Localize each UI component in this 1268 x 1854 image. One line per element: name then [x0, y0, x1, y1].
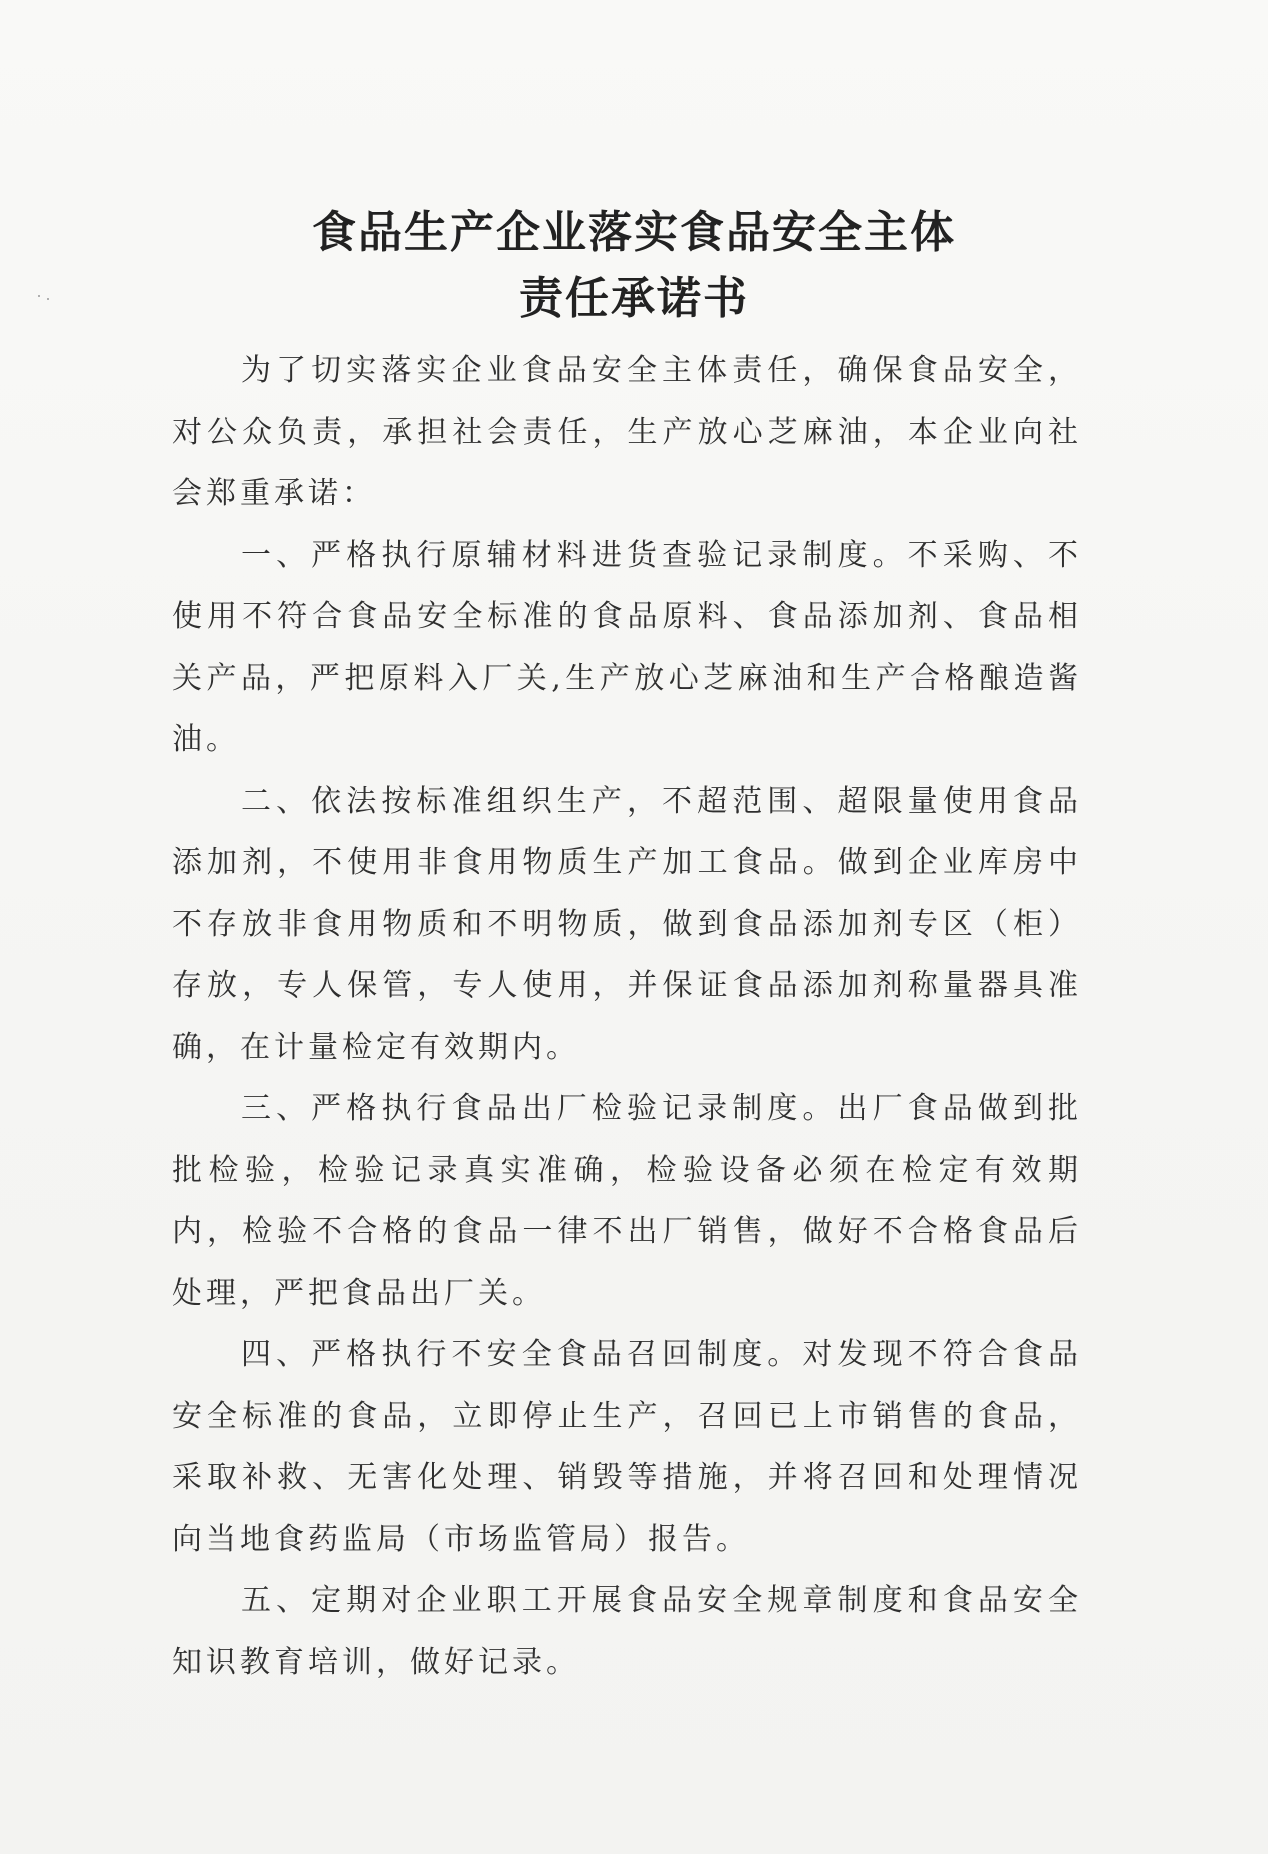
paragraph-item-4: 四、严格执行不安全食品召回制度。对发现不符合食品安全标准的食品，立即停止生产，召回已上市销售的食品，采取补救、无害化处理、销毁等措施，并将召回和处理情况向当地食药监局（市场监管局）报告。: [172, 1337, 1082, 1557]
title-line-2: 责任承诺书: [519, 273, 749, 324]
paragraph-intro: 为了切实落实企业食品安全主体责任，确保食品安全，对公众负责，承担社会责任，生产放心芝麻油，本企业向社会郑重承诺：: [172, 353, 1082, 511]
document-body: [172, 340, 1082, 1693]
title-line-1: 食品生产企业落实食品安全主体: [312, 207, 956, 258]
paragraph-item-1: 一、严格执行原辅材料进货查验记录制度。不采购、不使用不符合食品安全标准的食品原料、食品添加剂、食品相关产品，严把原料入厂关,生产放心芝麻油和生产合格酿造酱油。: [172, 537, 1082, 757]
paragraph-item-2: 二、依法按标准组织生产，不超范围、超限量使用食品添加剂，不使用非食用物质生产加工食品。做到企业库房中不存放非食用物质和不明物质，做到食品添加剂专区（柜）存放，专人保管，专人使用，并保证食品添加剂称量器具准确，在计量检定有效期内。: [172, 783, 1082, 1065]
paragraph-item-3: 三、严格执行食品出厂检验记录制度。出厂食品做到批批检验，检验记录真实准确，检验设备必须在检定有效期内，检验不合格的食品一律不出厂销售，做好不合格食品后处理，严把食品出厂关。: [172, 1091, 1082, 1311]
paragraph-item-5: 五、定期对企业职工开展食品安全规章制度和食品安全知识教育培训，做好记录。: [172, 1583, 1082, 1680]
document-title: [0, 200, 1268, 332]
